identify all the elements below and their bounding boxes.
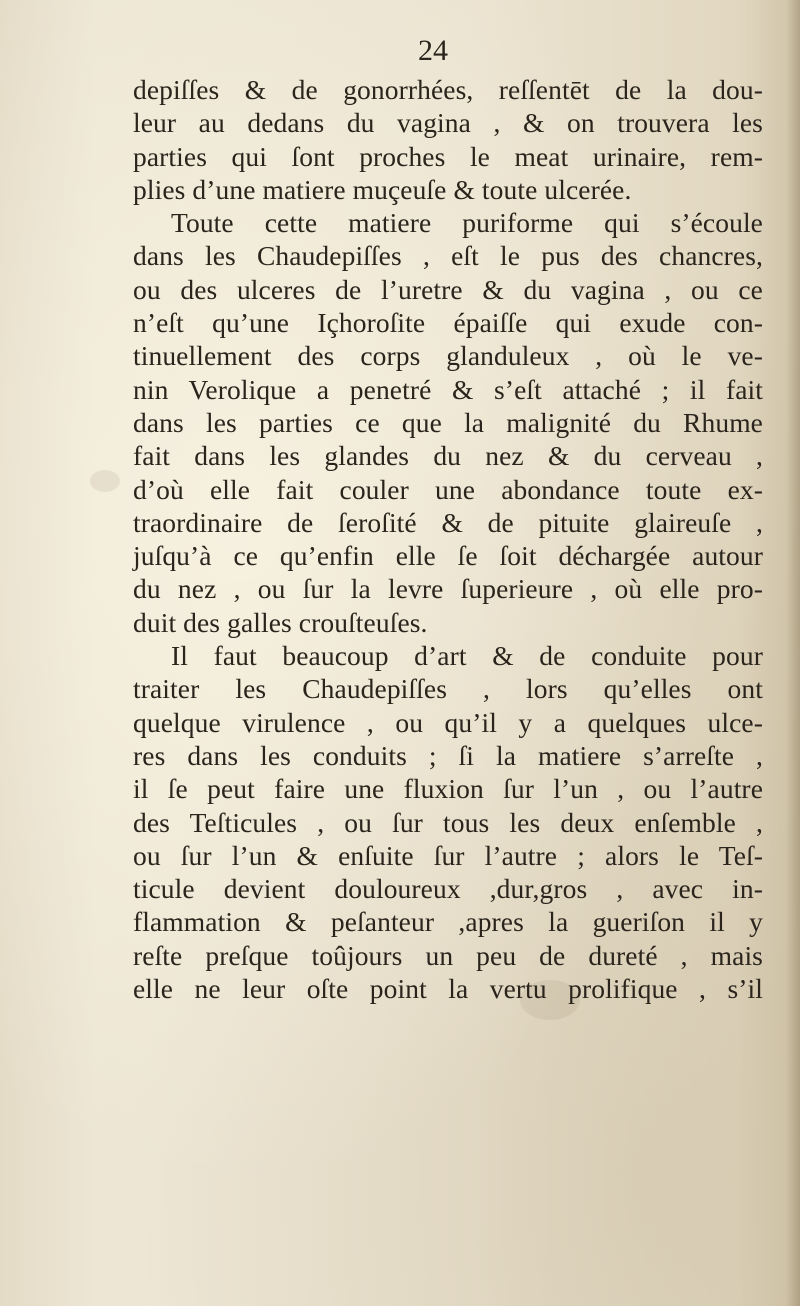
text-line: tinuellement des corps glanduleux , où le ve- [133, 340, 763, 372]
text-line: dans les parties ce que la malignité du Rhume [133, 406, 763, 438]
text-line: duit des galles crouſteuſes. [133, 606, 428, 638]
text-line: Il faut beaucoup d’art & de conduite pour [171, 640, 763, 672]
text-line: quelque virulence , ou qu’il y a quelques ulce- [133, 706, 763, 738]
text-line: ou des ulceres de l’uretre & du vagina , ou ce [133, 273, 763, 305]
text-line: elle ne leur oſte point la vertu prolifique , s’il [133, 973, 763, 1005]
text-line: ou ſur l’un & enſuite ſur l’autre ; alors le Teſ- [133, 839, 763, 871]
paper-stain [90, 470, 120, 492]
text-line: Toute cette matiere puriforme qui s’écoule [171, 207, 763, 239]
page-number: 24 [418, 34, 448, 67]
text-line: reſte preſque toûjours un peu de dureté , mais [133, 939, 763, 971]
text-line: res dans les conduits ; ſi la matiere s’arreſte , [133, 739, 763, 771]
text-line: il ſe peut faire une fluxion ſur l’un , ou l’autre [133, 773, 763, 805]
text-line: plies d’une matiere muçeuſe & toute ulcerée. [133, 173, 632, 205]
text-line: flammation & peſanteur ,apres la gueriſon il y [133, 906, 763, 938]
text-line: des Teſticules , ou ſur tous les deux enſemble , [133, 806, 763, 838]
text-line: traiter les Chaudepiſſes , lors qu’elles ont [133, 673, 763, 705]
body-text [133, 73, 763, 1005]
text-line: du nez , ou ſur la levre ſuperieure , où elle pro- [133, 573, 763, 605]
text-line: n’eſt qu’une Içhoroſite épaiſſe qui exude con- [133, 307, 763, 339]
page-edge-shadow [786, 0, 800, 1306]
text-line: depiſſes & de gonorrhées, reſſentēt de la dou- [133, 74, 763, 105]
text-line: traordinaire de ſeroſité & de pituite glaireuſe , [133, 506, 763, 538]
text-line: d’où elle fait couler une abondance toute ex- [133, 473, 763, 505]
text-line: leur au dedans du vagina , & on trouvera les [133, 107, 763, 139]
text-line: parties qui ſont proches le meat urinaire, rem- [133, 140, 763, 172]
text-line: juſqu’à ce qu’enfin elle ſe ſoit déchargée autour [133, 540, 763, 572]
text-line: fait dans les glandes du nez & du cerveau , [133, 440, 763, 472]
text-line: nin Verolique a penetré & s’eſt attaché ; il fait [133, 373, 763, 405]
text-line: ticule devient douloureux ,dur,gros , avec in- [133, 873, 763, 905]
text-line: dans les Chaudepiſſes , eſt le pus des chancres, [133, 240, 763, 272]
